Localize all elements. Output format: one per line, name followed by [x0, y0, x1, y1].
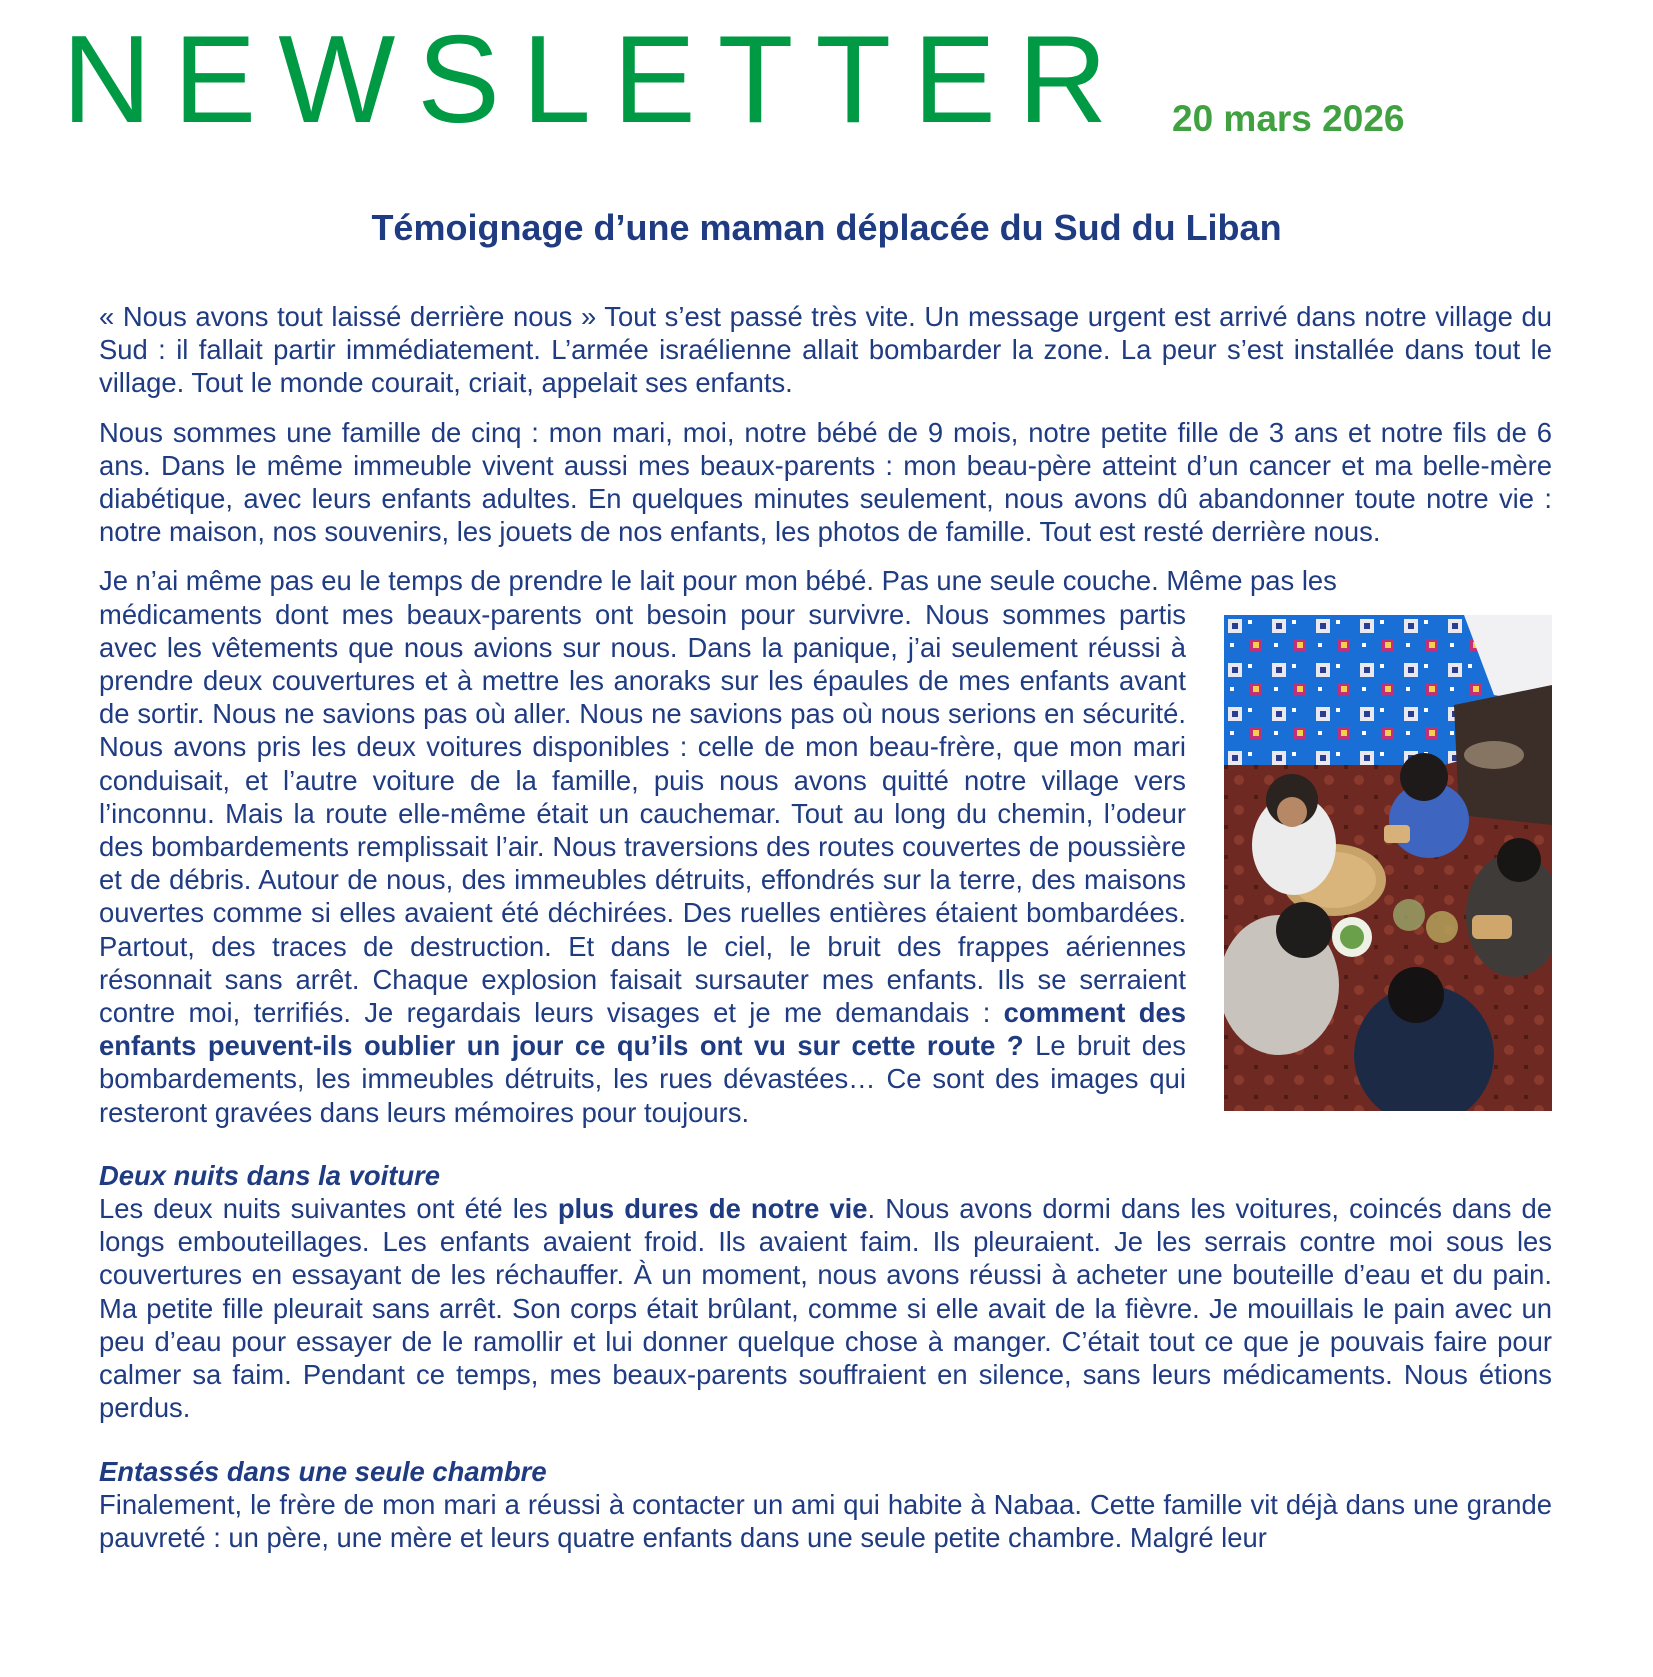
photo-children-eating-icon	[1224, 615, 1552, 1111]
paragraph-family: Nous sommes une famille de cinq : mon mari, moi, notre bébé de 9 mois, notre petite fille de 3 ans et notre fils de 6 ans. Dans le même immeuble vivent aussi mes beaux-parents : mon beau-père atteint d’un cancer et ma belle-mère diabétique, avec leurs enfants adultes. En quelques minutes seulement, nous avons dû abandonner toute notre vie : notre maison, nos souvenirs, les jouets de nos enfants, les photos de famille. Tout est resté derrière nous.	[99, 416, 1552, 548]
paragraph-road-first-line: Je n’ai même pas eu le temps de prendre le lait pour mon bébé. Pas une seule couche. Même pas les	[99, 565, 1337, 597]
bold-hardest-nights: plus dures de notre vie	[557, 1193, 868, 1225]
paragraph-road-text: médicaments dont mes beaux-parents ont besoin pour survivre. Nous sommes partis avec les vêtements que nous avions sur nous. Dans la panique, j’ai seulement réussi à prendre deux couvertures et à mettre les anoraks sur les épaules de mes enfants avant de sortir. Nous ne savions pas où aller. Nous ne savions pas où nous serions en sécurité. Nous avons pris les deux voitures disponibles : celle de mon beau-frère, que mon mari conduisait, et l’autre voiture de la famille, puis nous avons quitté notre village vers l’inconnu. Mais la route elle-même était un cauchemar. Tout au long du chemin, l’odeur des bombardements remplissait l’air. Nous traversions des routes couvertes de poussière et de débris. Autour de nous, des immeubles détruits, effondrés sur la terre, des maisons ouvertes comme si elles avaient été déchirées. Des ruelles entières étaient bombardées. Partout, des traces de destruction. Et dans le ciel, le bruit des frappes aériennes résonnait sans arrêt. Chaque explosion faisait sursauter mes enfants. Ils se serraient contre moi, terrifiés. Je regardais leurs visages et je me demandais :	[99, 598, 1186, 1029]
issue-date: 20 mars 2026	[1172, 98, 1405, 139]
paragraph-car-end: . Nous avons dormi dans les voitures, coincés dans de longs embouteillages. Les enfants avaient froid. Ils avaient faim. Ils pleuraient. Je les serrais contre moi sous les couvertures en essayant de les réchauffer. À un moment, nous avons réussi à acheter une bouteille d’eau et du pain. Ma petite fille pleurait sans arrêt. Son corps était brûlant, comme si elle avait de la fièvre. Je mouillais le pain avec un peu d’eau pour essayer de le ramollir et lui donner quelque chose à manger. C’était tout ce que je pouvais faire pour calmer sa faim. Pendant ce temps, mes beaux-parents souffraient en silence, sans leurs médicaments. Nous étions perdus.	[99, 1193, 1552, 1424]
paragraph-car	[99, 1192, 1552, 1424]
masthead-title: NEWSLETTER	[62, 11, 1130, 149]
section-heading-car: Deux nuits dans la voiture	[99, 1159, 440, 1191]
article-title: Témoignage d’une maman déplacée du Sud du Liban	[371, 207, 1282, 248]
paragraph-evacuation: « Nous avons tout laissé derrière nous » Tout s’est passé très vite. Un message urgent est arrivé dans notre village du Sud : il fallait partir immédiatement. L’armée israélienne allait bombarder la zone. La peur s’est installée dans tout le village. Tout le monde courait, criait, appelait ses enfants.	[99, 301, 1552, 399]
bold-question: comment des enfants peuvent-ils oublier un jour ce qu’ils ont vu sur cette route ?	[99, 997, 1186, 1062]
paragraph-room: Finalement, le frère de mon mari a réussi à contacter un ami qui habite à Nabaa. Cette famille vit déjà dans une grande pauvreté : un père, une mère et leurs quatre enfants dans une seule petite chambre. Malgré leur	[99, 1488, 1552, 1553]
article-body	[99, 300, 1552, 1570]
paragraph-car-start: Les deux nuits suivantes ont été les	[99, 1193, 548, 1225]
section-heading-room: Entassés dans une seule chambre	[99, 1455, 547, 1487]
paragraph-road-end: Le bruit des bombardements, les immeubles détruits, les rues dévastées… Ce sont des images qui resteront gravées dans leurs mémoires pour toujours.	[99, 1030, 1186, 1128]
